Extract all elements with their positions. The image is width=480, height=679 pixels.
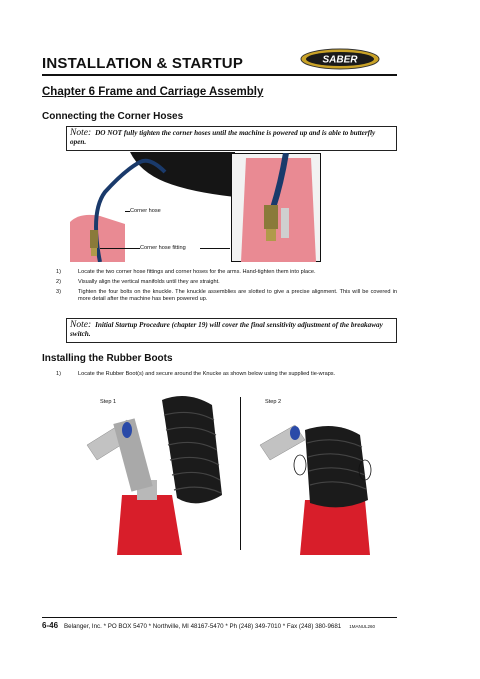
step-text: Tighten the four bolts on the knuckle. The knuckle assemblies are slotted to give a precise alignment. This will be covered in more detail after the machine has been powered up. <box>78 289 397 302</box>
step2-label: Step 2 <box>265 399 282 405</box>
steps-list-boots <box>42 371 397 381</box>
step-number: 1) <box>56 371 61 377</box>
steps-list-hoses <box>42 269 397 306</box>
step-text: Locate the two corner hose fittings and corner hoses for the arms. Hand-tighten them into place. <box>78 269 316 275</box>
note-box-hoses <box>66 126 397 151</box>
note-text: Initial Startup Procedure (chapter 19) will cover the final sensitivity adjustment of the breakaway switch. <box>70 321 383 338</box>
callout-line-fitting <box>100 248 140 249</box>
list-item <box>42 289 397 303</box>
section-title-corner-hoses: Connecting the Corner Hoses <box>42 111 184 122</box>
step-number: 3) <box>56 289 61 295</box>
footer-contact: Belanger, Inc. * PO BOX 5470 * Northville, MI 48167-5470 * Ph (248) 349-7010 * Fax (248) 380-9681 <box>64 623 342 630</box>
saber-logo <box>300 48 380 70</box>
photo-divider <box>240 397 241 550</box>
footer-rule <box>42 617 397 618</box>
chapter-title: Chapter 6 Frame and Carriage Assembly <box>42 86 264 98</box>
callout-corner-hose: Corner hose <box>130 208 161 214</box>
step1-label: Step 1 <box>100 399 117 405</box>
list-item <box>42 279 397 286</box>
step-number: 1) <box>56 269 61 275</box>
document-code: 1MANUL260 <box>349 624 376 629</box>
fitting-closeup-photo <box>231 153 321 262</box>
saber-logo-text: SABER <box>322 54 358 66</box>
step-text: Locate the Rubber Boot(s) and secure around the Knucke as shown below using the supplied tie-wraps. <box>78 371 336 377</box>
list-item <box>42 269 397 276</box>
note-text: DO NOT fully tighten the corner hoses until the machine is powered up and is able to butterfly open. <box>70 129 376 146</box>
header-rule <box>42 74 397 76</box>
callout-line-inset <box>200 248 230 249</box>
step1-boot-photo <box>82 390 237 555</box>
note-label: Note: <box>70 128 92 138</box>
step2-boot-photo <box>250 405 400 555</box>
page-footer <box>42 621 397 630</box>
page-header-title: INSTALLATION & STARTUP <box>42 55 244 72</box>
note-label: Note: <box>70 320 92 330</box>
step-number: 2) <box>56 279 61 285</box>
step-text: Visually align the vertical manifolds until they are straight. <box>78 279 220 285</box>
list-item <box>42 371 397 378</box>
callout-corner-hose-fitting: Corner hose fitting <box>140 245 186 251</box>
note-box-startup <box>66 318 397 343</box>
section-title-rubber-boots: Installing the Rubber Boots <box>42 353 173 364</box>
page-number: 6-46 <box>42 621 59 630</box>
